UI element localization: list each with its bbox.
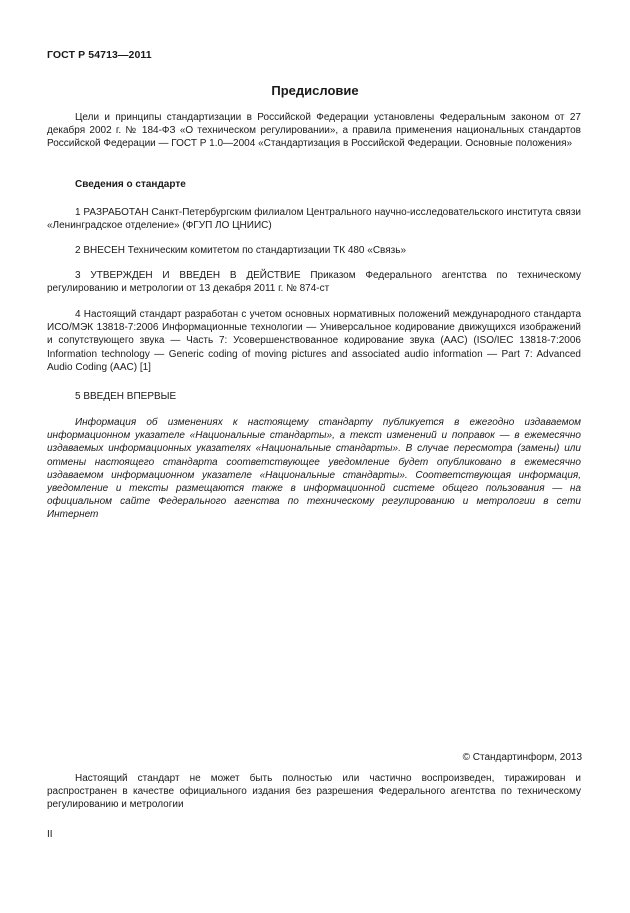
copyright-notice: © Стандартинформ, 2013 [462,752,582,763]
section-subheading: Сведения о стандарте [75,179,186,190]
item-approved: 3 УТВЕРЖДЕН И ВВЕДЕН В ДЕЙСТВИЕ Приказом Федерального агентства по техническому регулированию и метрологии от 13 декабря 2011 г. № 874-ст [47,270,581,295]
reproduction-notice: Настоящий стандарт не может быть полностью или частично воспроизведен, тиражирован и распространен в качестве официального издания без разрешения Федерального агентства по техническому регулированию и метрологии [47,773,581,811]
item-developed: 1 РАЗРАБОТАН Санкт-Петербургским филиалом Центрального научно-исследовательского института связи «Ленинградское отделение» (ФГУП ЛО ЦНИИС) [47,207,581,232]
page-title: Предисловие [271,83,359,98]
item-introduced: 2 ВНЕСЕН Техническим комитетом по стандартизации ТК 480 «Связь» [75,245,407,256]
page-number: II [47,829,53,840]
intro-paragraph: Цели и принципы стандартизации в Российской Федерации установлены Федеральным законом от 27 декабря 2002 г. № 184-ФЗ «О техническом регулировании», а правила применения национальных стандартов Российской Федерации — ГОСТ Р 1.0—2004 «Стандартизация в Российской Федерации. Основные положения» [47,112,581,150]
notice-paragraph: Информация об изменениях к настоящему стандарту публикуется в ежегодно издаваемом информационном указателе «Национальные стандарты», а текст изменений и поправок — в ежемесячно издаваемых информационных указателях «Национальные стандарты». В случае пересмотра (замены) или отмены настоящего стандарта соответствующее уведомление будет опубликовано в ежемесячно издаваемом информационном указателе «Национальные стандарты». Соответствующая информация, уведомление и тексты размещаются также в информационной системе общего пользования — на официальном сайте Федерального агенства по техническому регулированию и метрологии в сети Интернет [47,417,581,521]
document-id: ГОСТ Р 54713—2011 [47,49,152,61]
item-basis: 4 Настоящий стандарт разработан с учетом основных нормативных положений международного стандарта ИСО/МЭК 13818-7:2006 Информационные технологии — Универсальное кодирование движущихся изображений и сопутствующего звука — Часть 7: Усовершенствованное кодирование звука (AAC) (ISO/IEC 13818-7:2006 Information technology — Generic coding of moving pictures and associated audio information — Part 7: Advanced Audio Coding (AAC) [1] [47,309,581,373]
item-first-introduced: 5 ВВЕДЕН ВПЕРВЫЕ [75,391,177,402]
